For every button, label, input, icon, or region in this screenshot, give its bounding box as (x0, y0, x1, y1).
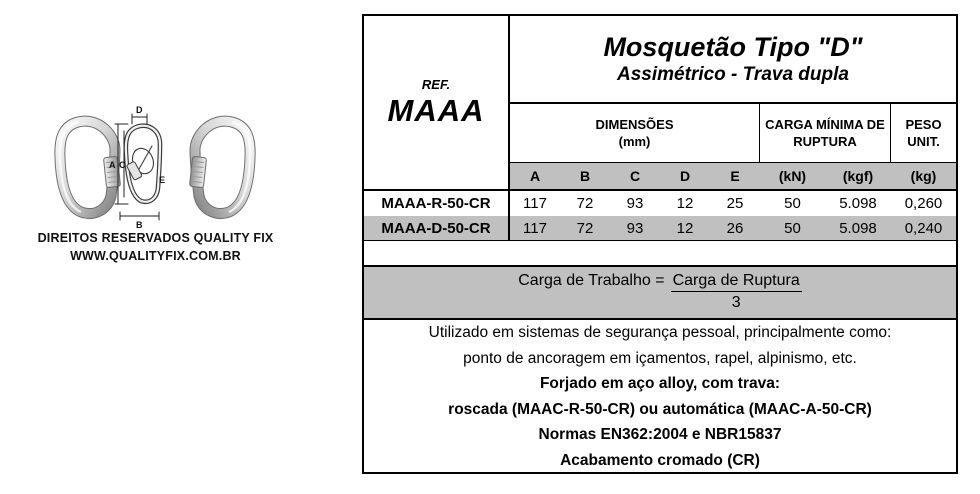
spec-table (362, 14, 958, 474)
note-line: Normas EN362:2004 e NBR15837 (538, 426, 782, 443)
value-cell: 93 (626, 195, 644, 212)
diagram-label-b: B (136, 220, 143, 230)
diagram-label-e: E (159, 175, 166, 185)
work-load-band (364, 267, 956, 320)
carabiner-right (189, 121, 250, 213)
note-line: ponto de ancoragem em içamentos, rapel, alpinismo, etc. (463, 349, 857, 367)
col-header-c: C (610, 163, 660, 191)
value-cell: 72 (576, 195, 594, 212)
value-cell: 50 (784, 195, 801, 212)
value-cell: 117 (523, 195, 547, 212)
value-cell: 72 (560, 216, 610, 241)
min-load-header-cell (760, 104, 891, 163)
carabiner-photo (46, 104, 264, 232)
note-line: Utilizado em sistemas de segurança pessoal, principalmente como: (428, 324, 892, 341)
ref-label: REF. (421, 76, 451, 92)
copyright-line: DIREITOS RESERVADOS QUALITY FIX (37, 231, 274, 245)
model-name: MAAA-R-50-CR (364, 191, 510, 216)
spacer-row (364, 241, 956, 267)
work-load-fraction (671, 272, 802, 312)
note-line: Forjado em aço alloy, com trava: (539, 375, 781, 392)
col-header-kgf: (kgf) (825, 163, 891, 191)
unit-weight-header-cell (891, 104, 956, 163)
product-subtitle: Assimétrico - Trava dupla (617, 64, 849, 85)
value-cell: 0,240 (891, 216, 956, 241)
value-cell: 5.098 (825, 216, 891, 241)
title-cell (510, 16, 956, 104)
website-line: WWW.QUALITYFIX.COM.BR (70, 249, 241, 263)
dimensions-header: DIMENSÕES (595, 117, 674, 132)
col-header-kn: (kN) (760, 163, 825, 191)
col-header-b: B (560, 163, 610, 191)
work-load-numerator: Carga de Ruptura (671, 272, 802, 292)
value-cell: 5.098 (839, 195, 877, 212)
min-load-header-line2: RUPTURA (793, 134, 857, 149)
value-cell: 26 (710, 216, 760, 241)
note-line: Acabamento cromado (CR) (560, 451, 760, 469)
min-load-header-line1: CARGA MÍNIMA DE (765, 117, 885, 132)
col-header-d: D (660, 163, 710, 191)
value-cell: 0,260 (904, 195, 943, 212)
model-name: MAAA-D-50-CR (364, 216, 510, 241)
product-photo-panel (0, 0, 355, 494)
diagram-label-a: A (109, 160, 116, 170)
col-header-kg: (kg) (891, 163, 956, 191)
value-cell: 25 (726, 195, 744, 212)
unit-weight-header-line1: PESO (905, 117, 942, 132)
ref-value: MAAA (387, 92, 485, 128)
product-title: Mosquetão Tipo "D" (603, 32, 863, 62)
work-load-prefix: Carga de Trabalho = (518, 272, 665, 289)
ref-cell (364, 16, 510, 191)
notes-section (364, 320, 956, 473)
dimensions-header-cell (510, 104, 760, 163)
col-header-e: E (710, 163, 760, 191)
col-header-a: A (510, 163, 560, 191)
unit-weight-header-line2: UNIT. (907, 134, 940, 149)
value-cell: 93 (610, 216, 660, 241)
value-cell: 50 (760, 216, 825, 241)
diagram-label-c: C (119, 160, 126, 170)
copyright-block (18, 229, 293, 265)
value-cell: 12 (676, 195, 694, 212)
note-line: roscada (MAAC-R-50-CR) ou automática (MAAC-A-50-CR) (448, 400, 872, 418)
diagram-label-d: D (136, 105, 143, 115)
value-cell: 117 (510, 216, 560, 241)
work-load-denominator: 3 (731, 294, 741, 311)
value-cell: 12 (660, 216, 710, 241)
dimensions-unit: (mm) (618, 134, 651, 149)
